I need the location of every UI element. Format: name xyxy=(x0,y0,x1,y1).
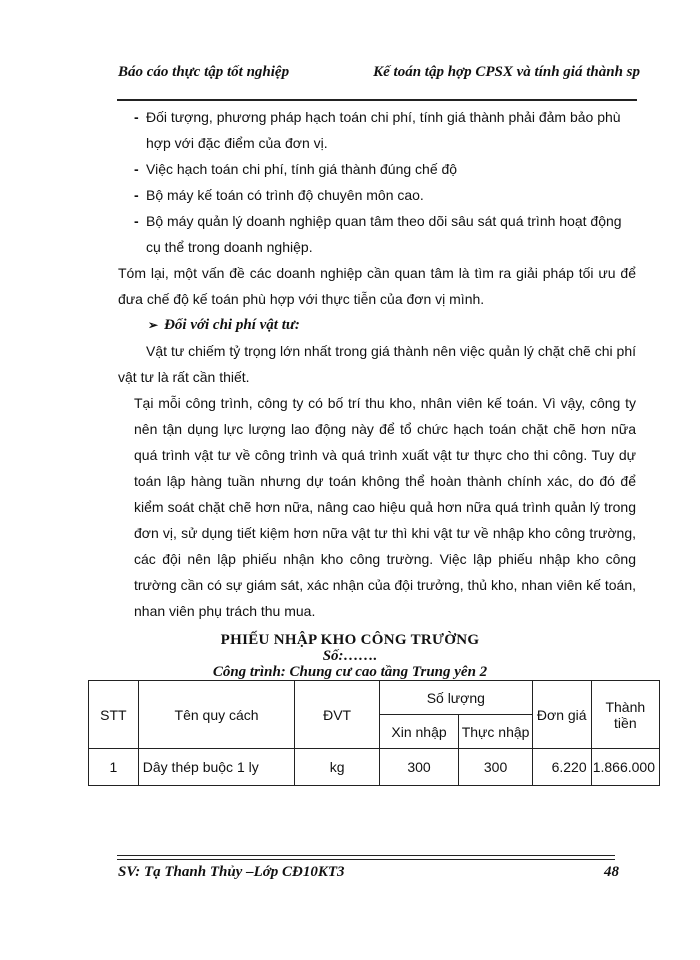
header-name: Tên quy cách xyxy=(138,681,295,749)
slip-number: Số:……. xyxy=(322,648,378,664)
bullet-text: Bộ máy quản lý doanh nghiệp quan tâm theo dõi sâu sát quá trình hoạt động cụ thể trong doanh nghiệp. xyxy=(146,213,622,255)
bullet-item xyxy=(118,182,636,208)
header-qty-actual: Thực nhập xyxy=(459,715,533,749)
cell-qty-actual: 300 xyxy=(459,749,533,786)
footer-student: SV: Tạ Thanh Thủy –Lớp CĐ10KT3 xyxy=(118,864,345,880)
bullet-dash: - xyxy=(134,161,139,177)
page-number: 48 xyxy=(604,864,619,880)
bullet-item xyxy=(118,208,636,260)
summary-paragraph: Tóm lại, một vấn đề các doanh nghiệp cần quan tâm là tìm ra giải pháp tối ưu để đưa chế độ kế toán phù hợp với thực tiễn của đơn vị mình. xyxy=(118,265,636,307)
cell-amount: 1.866.000 xyxy=(591,749,659,786)
header-divider xyxy=(117,99,637,101)
bullet-text: Việc hạch toán chi phí, tính giá thành đúng chế độ xyxy=(146,161,458,177)
materials-paragraph: Vật tư chiếm tỷ trọng lớn nhất trong giá thành nên việc quản lý chặt chẽ chi phí vật tư là rất cần thiết. xyxy=(118,343,636,385)
slip-title: PHIẾU NHẬP KHO CÔNG TRƯỜNG xyxy=(220,632,480,648)
bullet-text: Bộ máy kế toán có trình độ chuyên môn cao. xyxy=(146,187,424,203)
table-row xyxy=(89,749,660,786)
header-amount: Thành tiền xyxy=(591,681,659,749)
cell-price: 6.220 xyxy=(532,749,591,786)
slip-project: Công trình: Chung cư cao tầng Trung yên 2 xyxy=(212,664,488,680)
bullet-dash: - xyxy=(134,213,139,229)
header-unit: ĐVT xyxy=(295,681,379,749)
header-left-title: Báo cáo thực tập tốt nghiệp xyxy=(118,64,290,80)
section-subheading xyxy=(118,312,636,338)
subheading-text: Đối với chi phí vật tư: xyxy=(164,317,300,333)
arrow-bullet-icon: ➢ xyxy=(148,318,159,332)
footer-divider-top xyxy=(117,855,615,856)
header-qty-request: Xin nhập xyxy=(379,715,458,749)
header-stt: STT xyxy=(89,681,139,749)
bullet-text: Đối tượng, phương pháp hạch toán chi phí, tính giá thành phải đảm bảo phù hợp với đặc điểm của đơn vị. xyxy=(146,109,621,151)
bullet-item xyxy=(118,156,636,182)
bullet-item xyxy=(118,104,636,156)
cell-unit: kg xyxy=(295,749,379,786)
warehouse-receipt-table xyxy=(88,680,660,786)
cell-qty-request: 300 xyxy=(379,749,458,786)
cell-stt: 1 xyxy=(89,749,139,786)
header-quantity: Số lượng xyxy=(379,681,532,715)
header-right-title: Kế toán tập hợp CPSX và tính giá thành sp xyxy=(373,64,640,80)
warehouse-paragraph: Tại mỗi công trình, công ty có bố trí thu kho, nhân viên kế toán. Vì vậy, công ty nên tận dụng lực lượng lao động này để tổ chức hạch toán chặt chẽ hơn nữa quá trình vật tư về công trình và quá trình xuất vật tư thực cho thi công. Tuy dự toán lập hàng tuần nhưng dự toán không thể hoàn thành chính xác, do đó để kiểm soát chặt chẽ hơn nữa, nâng cao hiệu quả hơn nữa quá trình quản lý trong đơn vị, sử dụng tiết kiệm hơn nữa vật tư thì khi vật tư về nhập kho công trường, các đội nên lập phiếu nhận kho công trường. Việc lập phiếu nhập kho công trường cần có sự giám sát, xác nhận của đội trưởng, thủ kho, nhan viên kế toán, nhan viên phụ trách thu mua. xyxy=(134,395,636,619)
document-body xyxy=(118,104,636,624)
bullet-dash: - xyxy=(134,109,139,125)
bullet-dash: - xyxy=(134,187,139,203)
header-price: Đơn giá xyxy=(532,681,591,749)
cell-name: Dây thép buộc 1 ly xyxy=(138,749,295,786)
footer-divider-bottom xyxy=(117,859,615,860)
